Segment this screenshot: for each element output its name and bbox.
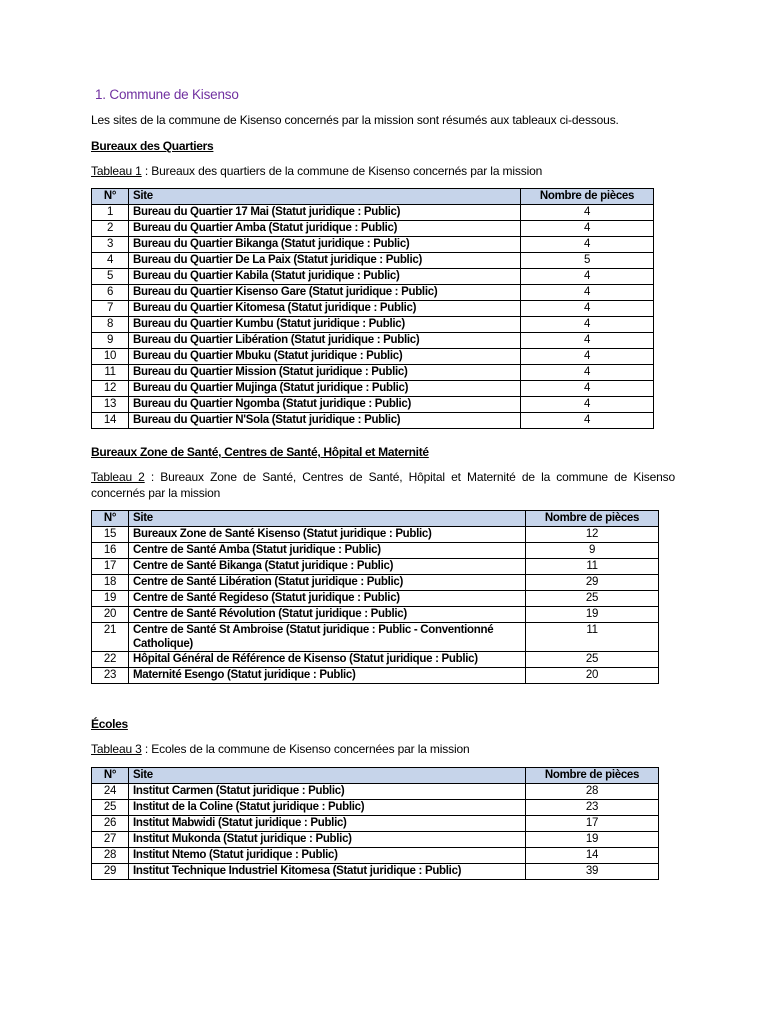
row-site: Centre de Santé Bikanga (Statut juridique : Public) (129, 559, 526, 575)
table-header-row (92, 189, 654, 205)
row-number: 15 (92, 527, 129, 543)
table-row (92, 365, 654, 381)
table-row (92, 413, 654, 429)
row-site: Institut Carmen (Statut juridique : Public) (129, 784, 526, 800)
table-row (92, 381, 654, 397)
row-site: Bureau du Quartier Bikanga (Statut juridique : Public) (129, 237, 521, 253)
row-site: Bureau du Quartier 17 Mai (Statut juridique : Public) (129, 205, 521, 221)
caption-text: : Bureaux des quartiers de la commune de Kisenso concernés par la mission (141, 164, 543, 178)
row-count: 9 (526, 543, 659, 559)
subheading-ecoles: Écoles (91, 717, 128, 731)
row-site: Institut Technique Industriel Kitomesa (Statut juridique : Public) (129, 864, 526, 880)
table-header-row (92, 511, 659, 527)
table-row (92, 301, 654, 317)
row-number: 24 (92, 784, 129, 800)
table-row (92, 317, 654, 333)
row-site: Bureau du Quartier Kisenso Gare (Statut juridique : Public) (129, 285, 521, 301)
table-row (92, 397, 654, 413)
row-site: Bureau du Quartier Kitomesa (Statut juridique : Public) (129, 301, 521, 317)
table-row (92, 607, 659, 623)
row-count: 11 (526, 623, 659, 652)
table-row (92, 221, 654, 237)
table-body (92, 527, 659, 684)
row-site: Bureau du Quartier Mission (Statut juridique : Public) (129, 365, 521, 381)
row-number: 16 (92, 543, 129, 559)
header-num: N° (92, 511, 129, 527)
row-number: 22 (92, 652, 129, 668)
row-number: 2 (92, 221, 129, 237)
row-number: 7 (92, 301, 129, 317)
table-row (92, 652, 659, 668)
row-site: Bureaux Zone de Santé Kisenso (Statut juridique : Public) (129, 527, 526, 543)
row-count: 4 (521, 349, 654, 365)
table-row (92, 253, 654, 269)
row-count: 29 (526, 575, 659, 591)
row-count: 4 (521, 397, 654, 413)
header-count: Nombre de pièces (526, 768, 659, 784)
row-count: 25 (526, 652, 659, 668)
row-count: 4 (521, 333, 654, 349)
row-site: Institut Mukonda (Statut juridique : Public) (129, 832, 526, 848)
row-count: 11 (526, 559, 659, 575)
table-row (92, 800, 659, 816)
row-count: 4 (521, 365, 654, 381)
header-site: Site (129, 511, 526, 527)
table-ecoles (91, 767, 659, 880)
row-number: 19 (92, 591, 129, 607)
row-number: 26 (92, 816, 129, 832)
row-count: 4 (521, 221, 654, 237)
row-count: 4 (521, 301, 654, 317)
row-number: 6 (92, 285, 129, 301)
row-site: Bureau du Quartier Amba (Statut juridique : Public) (129, 221, 521, 237)
row-number: 9 (92, 333, 129, 349)
row-count: 25 (526, 591, 659, 607)
row-number: 25 (92, 800, 129, 816)
row-number: 5 (92, 269, 129, 285)
row-number: 11 (92, 365, 129, 381)
subheading-bureaux: Bureaux des Quartiers (91, 139, 214, 153)
caption-ref: Tableau 3 (91, 742, 142, 756)
row-site: Hôpital Général de Référence de Kisenso (Statut juridique : Public) (129, 652, 526, 668)
row-count: 20 (526, 668, 659, 684)
row-count: 4 (521, 269, 654, 285)
row-site: Bureau du Quartier Libération (Statut juridique : Public) (129, 333, 521, 349)
row-count: 4 (521, 381, 654, 397)
table-row (92, 591, 659, 607)
row-count: 23 (526, 800, 659, 816)
row-site: Bureau du Quartier N'Sola (Statut juridique : Public) (129, 413, 521, 429)
caption-text: : Ecoles de la commune de Kisenso concernées par la mission (141, 742, 470, 756)
row-site: Centre de Santé Regideso (Statut juridique : Public) (129, 591, 526, 607)
table-row (92, 832, 659, 848)
header-site: Site (129, 768, 526, 784)
caption-ref: Tableau 1 (91, 164, 142, 178)
row-count: 14 (526, 848, 659, 864)
row-number: 4 (92, 253, 129, 269)
row-count: 19 (526, 832, 659, 848)
row-number: 1 (92, 205, 129, 221)
row-site: Bureau du Quartier Kabila (Statut juridique : Public) (129, 269, 521, 285)
table-row (92, 575, 659, 591)
subheading-sante: Bureaux Zone de Santé, Centres de Santé, Hôpital et Maternité (91, 445, 429, 459)
caption-table-1 (91, 163, 542, 179)
caption-text: : Bureaux Zone de Santé, Centres de Santé, Hôpital et Maternité de la commune de Kisenso concernés par la mission (91, 470, 675, 500)
table-row (92, 559, 659, 575)
table-body (92, 784, 659, 880)
row-number: 27 (92, 832, 129, 848)
row-site: Bureau du Quartier Mujinga (Statut juridique : Public) (129, 381, 521, 397)
section-heading: 1. Commune de Kisenso (95, 87, 239, 102)
table-row (92, 543, 659, 559)
table-row (92, 816, 659, 832)
row-site: Bureau du Quartier Ngomba (Statut juridique : Public) (129, 397, 521, 413)
table-body (92, 205, 654, 429)
row-number: 13 (92, 397, 129, 413)
row-site: Bureau du Quartier Kumbu (Statut juridique : Public) (129, 317, 521, 333)
row-count: 5 (521, 253, 654, 269)
table-row (92, 848, 659, 864)
table-row (92, 864, 659, 880)
row-site: Maternité Esengo (Statut juridique : Public) (129, 668, 526, 684)
table-bureaux-quartiers (91, 188, 654, 429)
row-number: 14 (92, 413, 129, 429)
row-site: Institut de la Coline (Statut juridique : Public) (129, 800, 526, 816)
table-row (92, 349, 654, 365)
table-row (92, 237, 654, 253)
row-number: 21 (92, 623, 129, 652)
caption-table-2 (91, 469, 675, 501)
row-count: 12 (526, 527, 659, 543)
row-number: 17 (92, 559, 129, 575)
header-count: Nombre de pièces (521, 189, 654, 205)
row-site: Institut Mabwidi (Statut juridique : Public) (129, 816, 526, 832)
row-number: 10 (92, 349, 129, 365)
table-header-row (92, 768, 659, 784)
caption-table-3 (91, 741, 470, 757)
row-site: Bureau du Quartier Mbuku (Statut juridique : Public) (129, 349, 521, 365)
row-number: 28 (92, 848, 129, 864)
row-site: Centre de Santé Amba (Statut juridique : Public) (129, 543, 526, 559)
row-site: Centre de Santé St Ambroise (Statut juridique : Public - Conventionné Catholique) (129, 623, 526, 652)
row-count: 28 (526, 784, 659, 800)
header-num: N° (92, 768, 129, 784)
row-count: 4 (521, 205, 654, 221)
row-site: Bureau du Quartier De La Paix (Statut juridique : Public) (129, 253, 521, 269)
row-count: 4 (521, 285, 654, 301)
row-count: 39 (526, 864, 659, 880)
caption-ref: Tableau 2 (91, 470, 145, 484)
row-number: 3 (92, 237, 129, 253)
header-num: N° (92, 189, 129, 205)
table-row (92, 527, 659, 543)
row-site: Centre de Santé Libération (Statut juridique : Public) (129, 575, 526, 591)
table-row (92, 285, 654, 301)
row-count: 17 (526, 816, 659, 832)
row-count: 4 (521, 317, 654, 333)
table-row (92, 205, 654, 221)
header-count: Nombre de pièces (526, 511, 659, 527)
row-number: 23 (92, 668, 129, 684)
header-site: Site (129, 189, 521, 205)
row-number: 29 (92, 864, 129, 880)
row-count: 4 (521, 413, 654, 429)
row-number: 12 (92, 381, 129, 397)
table-row (92, 784, 659, 800)
row-site: Institut Ntemo (Statut juridique : Public) (129, 848, 526, 864)
table-sante (91, 510, 659, 684)
table-row (92, 623, 659, 652)
row-count: 19 (526, 607, 659, 623)
table-row (92, 269, 654, 285)
row-count: 4 (521, 237, 654, 253)
row-number: 8 (92, 317, 129, 333)
table-row (92, 333, 654, 349)
intro-paragraph: Les sites de la commune de Kisenso concernés par la mission sont résumés aux tableaux ci-dessous. (91, 113, 619, 127)
row-site: Centre de Santé Révolution (Statut juridique : Public) (129, 607, 526, 623)
table-row (92, 668, 659, 684)
row-number: 18 (92, 575, 129, 591)
row-number: 20 (92, 607, 129, 623)
